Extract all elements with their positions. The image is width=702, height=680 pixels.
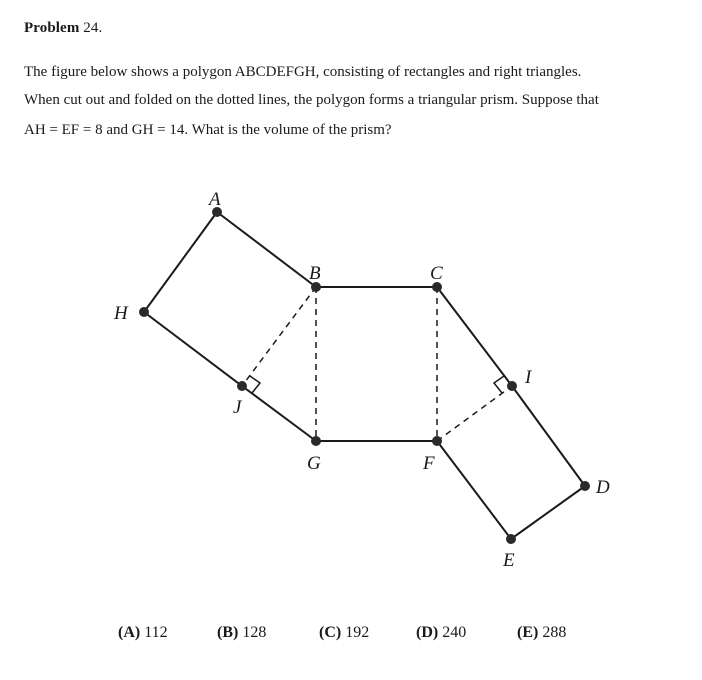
edge-ci — [437, 287, 512, 386]
choice-e[interactable] — [517, 624, 566, 642]
choice-e-letter: (E) — [517, 624, 539, 641]
vertex-i-dot — [507, 381, 517, 391]
choice-b[interactable] — [217, 624, 266, 642]
edge-hj — [144, 312, 242, 386]
vertex-j-dot — [237, 381, 247, 391]
edge-ef — [437, 441, 511, 539]
vertex-h-dot — [139, 307, 149, 317]
choice-c[interactable] — [319, 624, 369, 642]
choice-a-value: 112 — [140, 624, 168, 641]
choice-d-value: 240 — [438, 624, 467, 641]
label-c: C — [430, 263, 443, 284]
edge-jg — [242, 386, 316, 441]
choice-a-letter: (A) — [118, 624, 141, 641]
problem-number: 24. — [79, 20, 103, 36]
choice-b-letter: (B) — [217, 624, 239, 641]
answer-choices — [0, 624, 702, 648]
choice-d[interactable] — [416, 624, 466, 642]
fold-line-fi — [437, 386, 512, 441]
right-angle-marker-i — [494, 376, 504, 393]
vertex-f-dot — [432, 436, 442, 446]
problem-text-line-1: The figure below shows a polygon ABCDEFGH, consisting of rectangles and right triangles. — [24, 64, 582, 80]
label-i: I — [525, 367, 532, 388]
problem-text-line-2: When cut out and folded on the dotted lines, the polygon forms a triangular prism. Suppose that — [24, 92, 599, 108]
edge-de — [511, 486, 585, 539]
label-g: G — [307, 453, 321, 474]
choice-d-letter: (D) — [416, 624, 439, 641]
problem-text-line-3: AH = EF = 8 and GH = 14. What is the volume of the prism? — [24, 122, 392, 138]
vertex-d-dot — [580, 481, 590, 491]
label-h: H — [114, 303, 128, 324]
label-j: J — [233, 397, 242, 418]
label-a: A — [209, 189, 221, 210]
edge-ah — [144, 212, 217, 312]
choice-a[interactable] — [118, 624, 168, 642]
choice-b-value: 128 — [238, 624, 267, 641]
label-f: F — [423, 453, 435, 474]
choice-e-value: 288 — [538, 624, 567, 641]
choice-c-value: 192 — [341, 624, 370, 641]
vertex-e-dot — [506, 534, 516, 544]
problem-title-bold: Problem — [24, 20, 80, 36]
vertex-g-dot — [311, 436, 321, 446]
label-d: D — [596, 477, 610, 498]
choice-c-letter: (C) — [319, 624, 342, 641]
right-angle-marker-j — [250, 376, 260, 393]
label-b: B — [309, 263, 321, 284]
edge-id — [512, 386, 585, 486]
fold-line-bj — [242, 287, 316, 386]
edge-ab — [217, 212, 316, 287]
label-e: E — [503, 550, 515, 571]
